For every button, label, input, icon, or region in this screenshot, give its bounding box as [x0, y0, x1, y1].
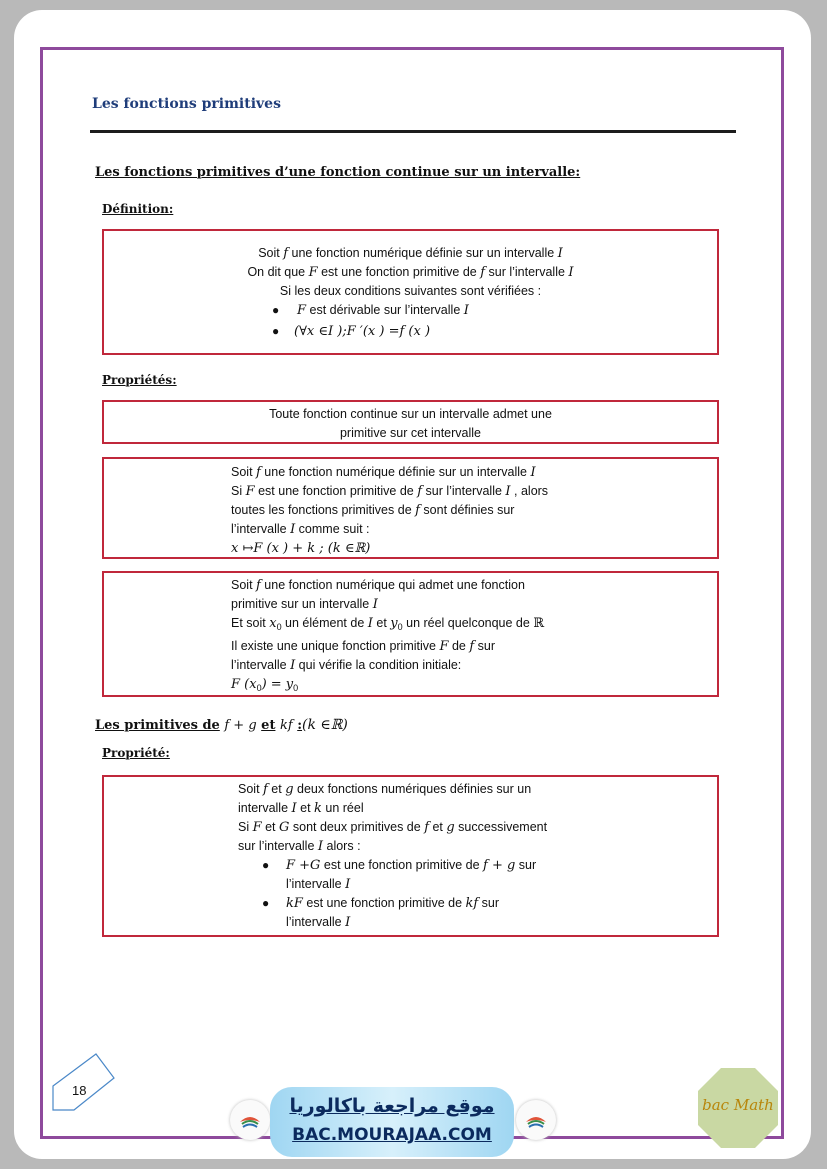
- bacmath-logo: [696, 1066, 780, 1154]
- property-2-line-3: toutes les fonctions primitives de f sont définies sur: [231, 503, 515, 518]
- sum-property-bullet-2: ● kF est une fonction primitive de kf sur: [262, 896, 500, 911]
- property-1-line-1: Toute fonction continue sur un intervalle admet une: [269, 407, 552, 421]
- site-banner[interactable]: [270, 1087, 514, 1157]
- sum-property-box: [102, 775, 719, 937]
- property-3-line-3: Et soit $x_0$ un élément de I et $y_0$ un réel quelconque de ℝ: [231, 616, 545, 632]
- page-title: Les fonctions primitives: [92, 96, 281, 112]
- definition-line-2: On dit que F est une fonction primitive de f sur l’intervalle I: [247, 265, 574, 280]
- page-number-tab: [48, 1052, 118, 1116]
- definition-label: Définition:: [102, 202, 174, 216]
- right-site-logo: [516, 1100, 556, 1140]
- banner-url[interactable]: BAC.MOURAJAA.COM: [292, 1125, 492, 1145]
- left-site-logo: [230, 1100, 270, 1140]
- property-2-line-1: Soit f une fonction numérique définie sur un intervalle I: [231, 465, 536, 480]
- sum-property-line-3: Si F et G sont deux primitives de f et g successivement: [238, 820, 548, 835]
- page-number: 18: [72, 1083, 87, 1098]
- definition-box: [102, 229, 719, 355]
- sum-property-line-1: Soit f et g deux fonctions numériques définies sur un: [238, 782, 532, 797]
- sum-property-bullet-1-cont: l’intervalle I: [286, 877, 351, 892]
- property-box-1: [102, 400, 719, 444]
- bacmath-logo-text: bac Math: [702, 1096, 774, 1114]
- property-box-3: [102, 571, 719, 697]
- property-3-line-5: l’intervalle I qui vérifie la condition initiale:: [231, 658, 462, 673]
- sum-property-bullet-2-cont: l’intervalle I: [286, 915, 351, 930]
- definition-bullet-1: ● F est dérivable sur l’intervalle I: [272, 303, 469, 318]
- properties-label: Propriétés:: [102, 373, 177, 387]
- section1-heading: Les fonctions primitives d’une fonction continue sur un intervalle:: [95, 165, 581, 180]
- sum-property-line-4: sur l’intervalle I alors :: [238, 839, 361, 854]
- definition-bullet-2: ● (∀x ∈I );F ′(x ) =f (x ): [272, 324, 431, 339]
- property-box-2: [102, 457, 719, 559]
- sum-property-line-2: intervalle I et k un réel: [238, 801, 364, 816]
- section2-heading: Les primitives de f + g et kf :(k ∈ℝ): [95, 717, 348, 733]
- property-3-line-4: Il existe une unique fonction primitive F de f sur: [231, 639, 495, 654]
- sum-property-bullet-1: ● F +G est une fonction primitive de f + g sur: [262, 858, 537, 873]
- property-label: Propriété:: [102, 746, 170, 760]
- property-2-line-2: Si F est une fonction primitive de f sur l’intervalle I , alors: [231, 484, 549, 499]
- property-2-formula: x ↦F (x ) + k ; (k ∈ℝ): [231, 541, 371, 556]
- property-2-line-4: l’intervalle I comme suit :: [231, 522, 370, 537]
- property-3-line-2: primitive sur un intervalle I: [231, 597, 378, 612]
- definition-line-3: Si les deux conditions suivantes sont vérifiées :: [279, 284, 542, 298]
- definition-line-1: Soit f une fonction numérique définie sur un intervalle I: [258, 246, 563, 261]
- title-divider: [90, 130, 736, 133]
- property-3-line-1: Soit f une fonction numérique qui admet une fonction: [231, 578, 525, 593]
- property-1-line-2: primitive sur cet intervalle: [339, 426, 481, 440]
- banner-arabic-text: موقع مراجعة باكالوريا: [289, 1095, 495, 1117]
- property-3-formula: F $(x_0) = y_0$: [231, 677, 299, 693]
